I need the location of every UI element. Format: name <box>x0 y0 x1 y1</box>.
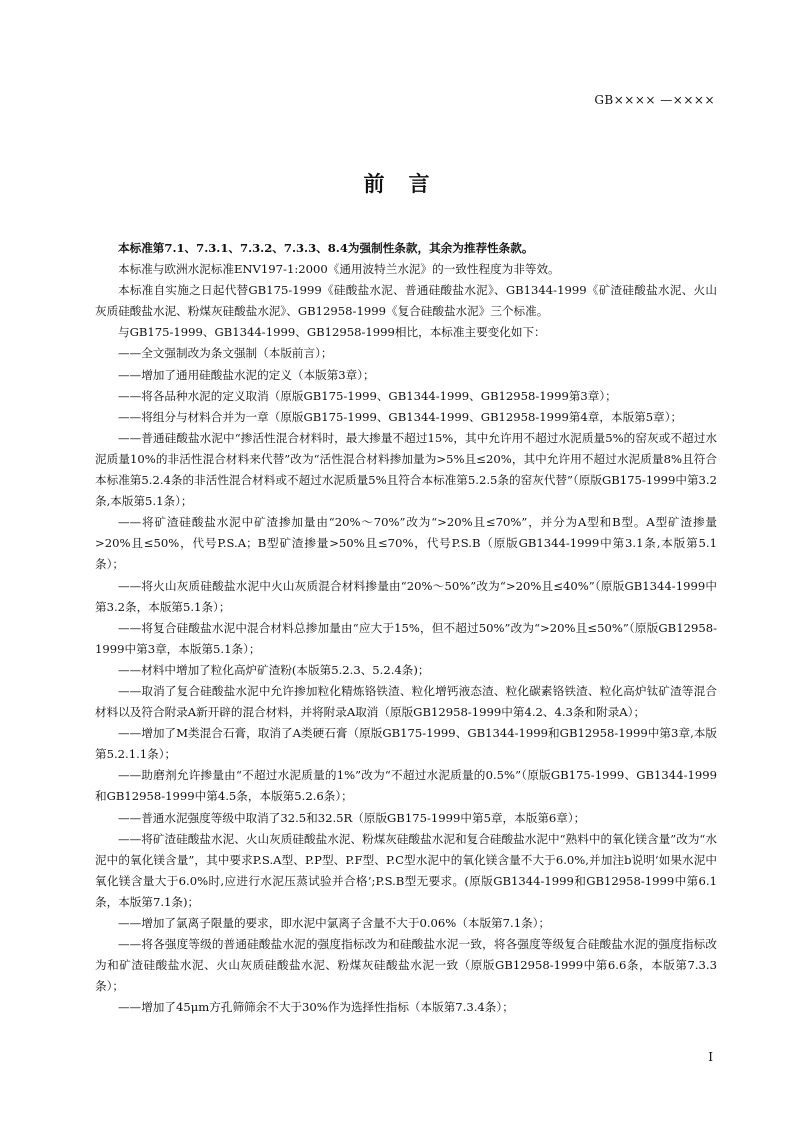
foreword-paragraph: ——增加了45μm方孔筛筛余不大于30%作为选择性指标（本版第7.3.4条）； <box>118 1000 514 1015</box>
foreword-paragraph: ——助磨剂允许掺量由“不超过水泥质量的1%”改为“不超过水泥质量的0.5%”（原版GB175-1999、GB1344-1999和GB12958-1999中第4.5条，本版第5.2.6条）； <box>95 768 717 804</box>
foreword-paragraph: ——材料中增加了粒化高炉矿渣粉(本版第5.2.3、5.2.4条)； <box>118 662 430 677</box>
foreword-paragraph: ——普通水泥强度等级中取消了32.5和32.5R（原版GB175-1999中第5章，本版第6章）； <box>118 810 586 825</box>
foreword-paragraph: ——增加了氯离子限量的要求，即水泥中氯离子含量不大于0.06%（本版第7.1条）； <box>118 916 551 930</box>
foreword-paragraph: ——取消了复合硅酸盐水泥中允许掺加粒化精炼铬铁渣、粒化增钙液态渣、粒化碳素铬铁渣、粒化高炉钛矿渣等混合材料以及符合附录A新开辟的混合材料，并将附录A取消（原版GB12958-1999中第4.2、4.3条和附录A）； <box>95 683 717 720</box>
page-title: 前言 <box>363 171 454 196</box>
foreword-paragraph: ——普通硅酸盐水泥中“掺活性混合材料时，最大掺量不超过15%，其中允许用不超过水泥质量5%的窑灰或不超过水泥质量10%的非活性混合材料来代替”改为“活性混合材料掺加量为>5%且≤20%，其中允许用不超过水泥质量8%且符合本标准第5.2.4条的非活性混合材料或不超过水泥质量5%且符合本标准第5.2.5条的窑灰代替”（原版GB175-1999中第3.2条,本版第5.1条）； <box>95 430 717 509</box>
foreword-paragraph: 本标准第7.1、7.3.1、7.3.2、7.3.3、8.4为强制性条款，其余为推荐性条款。 <box>118 241 534 255</box>
foreword-paragraph: ——将火山灰质硅酸盐水泥中火山灰质混合材料掺量由“20%～50%”改为“>20%且≤40%”（原版GB1344-1999中第3.2条，本版第5.1条）； <box>95 578 717 614</box>
foreword-paragraph: 本标准与欧洲水泥标准ENV197-1:2000《通用波特兰水泥》的一致性程度为非等效。 <box>118 262 560 277</box>
page-number: I <box>708 1050 713 1064</box>
foreword-paragraph: ——将矿渣硅酸盐水泥中矿渣掺加量由“20%～70%”改为“>20%且≤70%”，并分为A型和B型。A型矿渣掺量>20%且≤50%，代号P.S.A；B型矿渣掺量>50%且≤70%，代号P.S.B（原版GB1344-1999中第3.1条,本版第5.1条）； <box>95 515 717 572</box>
document-code: GB×××× —×××× <box>594 93 715 107</box>
foreword-paragraph: ——将矿渣硅酸盐水泥、火山灰质硅酸盐水泥、粉煤灰硅酸盐水泥和复合硅酸盐水泥中“熟料中的氧化镁含量”改为“水泥中的氧化镁含量”，其中要求P.S.A型、P.P型、P.F型、P.C型水泥中的氧化镁含量不大于6.0%,并加注b说明‘如果水泥中氧化镁含量大于6.0%时,应进行水泥压蒸试验并合格’;P.S.B型无要求。(原版GB1344-1999和GB12958-1999中第6.1条，本版第7.1条)； <box>95 831 717 909</box>
foreword-paragraph: ——全文强制改为条文强制（本版前言）； <box>118 346 333 361</box>
foreword-paragraph: ——增加了M类混合石膏，取消了A类硬石膏（原版GB175-1999、GB1344-1999和GB12958-1999中第3章,本版第5.2.1.1条）； <box>95 726 717 762</box>
foreword-paragraph: ——将各强度等级的普通硅酸盐水泥的强度指标改为和硅酸盐水泥一致，将各强度等级复合硅酸盐水泥的强度指标改为和矿渣硅酸盐水泥、火山灰质硅酸盐水泥、粉煤灰硅酸盐水泥一致（原版GB12958-1999中第6.6条，本版第7.3.3条）； <box>95 937 717 994</box>
foreword-paragraph: ——将组分与材料合并为一章（原版GB175-1999、GB1344-1999、GB12958-1999第4章，本版第5章）； <box>118 409 683 424</box>
foreword-paragraph: ——增加了通用硅酸盐水泥的定义（本版第3章）； <box>118 367 375 382</box>
foreword-body <box>95 238 717 1018</box>
foreword-paragraph: ——将各品种水泥的定义取消（原版GB175-1999、GB1344-1999、GB12958-1999第3章）； <box>118 388 617 403</box>
foreword-paragraph: ——将复合硅酸盐水泥中混合材料总掺加量由“应大于15%，但不超过50%”改为“>20%且≤50%”（原版GB12958-1999中第3章，本版第5.1条）； <box>95 620 717 656</box>
foreword-paragraph: 本标准自实施之日起代替GB175-1999《硅酸盐水泥、普通硅酸盐水泥》、GB1344-1999《矿渣硅酸盐水泥、火山灰质硅酸盐水泥、粉煤灰硅酸盐水泥》、GB12958-1999《复合硅酸盐水泥》三个标准。 <box>95 283 717 319</box>
foreword-paragraph: 与GB175-1999、GB1344-1999、GB12958-1999相比，本标准主要变化如下： <box>118 325 546 340</box>
